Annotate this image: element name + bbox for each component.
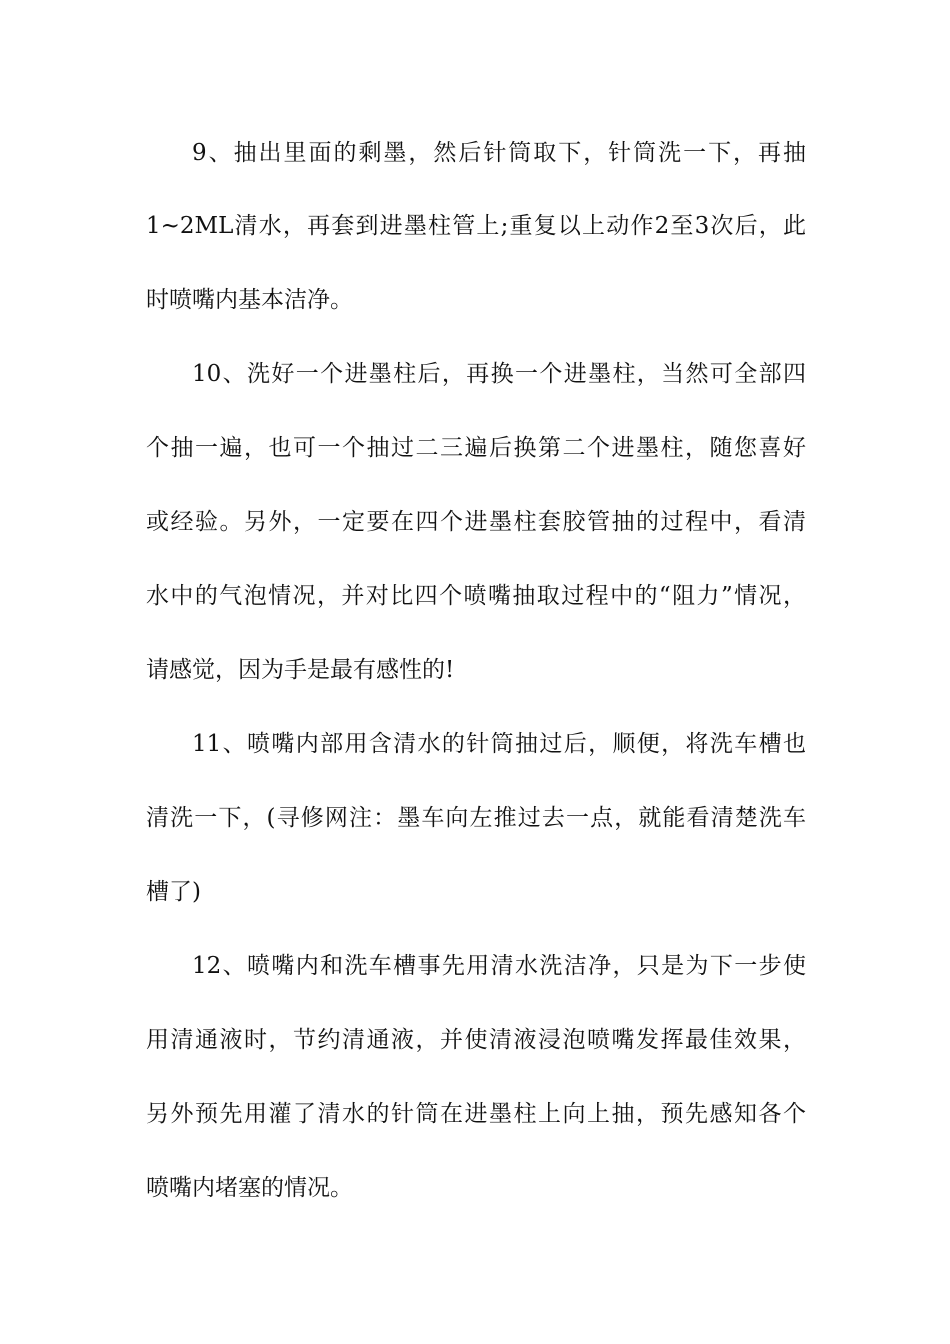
paragraph-10-line-5: 请感觉，因为手是最有感性的! (146, 657, 455, 683)
paragraph-12-line-3: 另外预先用灌了清水的针筒在进墨柱上向上抽，预先感知各个 (146, 1101, 806, 1127)
paragraph-9-line-3: 时喷嘴内基本洁净。 (146, 287, 353, 313)
paragraph-9-line-2: 1~2ML清水，再套到进墨柱管上;重复以上动作2至3次后，此 (146, 213, 806, 239)
paragraph-12-line-4: 喷嘴内堵塞的情况。 (146, 1175, 353, 1201)
paragraph-10-line-3: 或经验。另外，一定要在四个进墨柱套胶管抽的过程中，看清 (146, 509, 806, 535)
paragraph-12-line-1: 12、喷嘴内和洗车槽事先用清水洗洁净，只是为下一步使 (192, 953, 806, 979)
paragraph-11-line-2: 清洗一下，(寻修网注：墨车向左推过去一点，就能看清楚洗车 (146, 805, 806, 831)
paragraph-10-line-2: 个抽一遍，也可一个抽过二三遍后换第二个进墨柱，随您喜好 (146, 435, 806, 461)
paragraph-12-line-2: 用清通液时，节约清通液，并使清液浸泡喷嘴发挥最佳效果， (146, 1027, 806, 1053)
paragraph-10-line-1: 10、洗好一个进墨柱后，再换一个进墨柱，当然可全部四 (192, 361, 806, 387)
paragraph-10-line-4: 水中的气泡情况，并对比四个喷嘴抽取过程中的“阻力”情况， (146, 583, 806, 609)
paragraph-9-line-1: 9、抽出里面的剩墨，然后针筒取下，针筒洗一下，再抽 (192, 140, 806, 166)
paragraph-11-line-3: 槽了) (146, 879, 201, 905)
paragraph-11-line-1: 11、喷嘴内部用含清水的针筒抽过后，顺便，将洗车槽也 (192, 731, 806, 757)
